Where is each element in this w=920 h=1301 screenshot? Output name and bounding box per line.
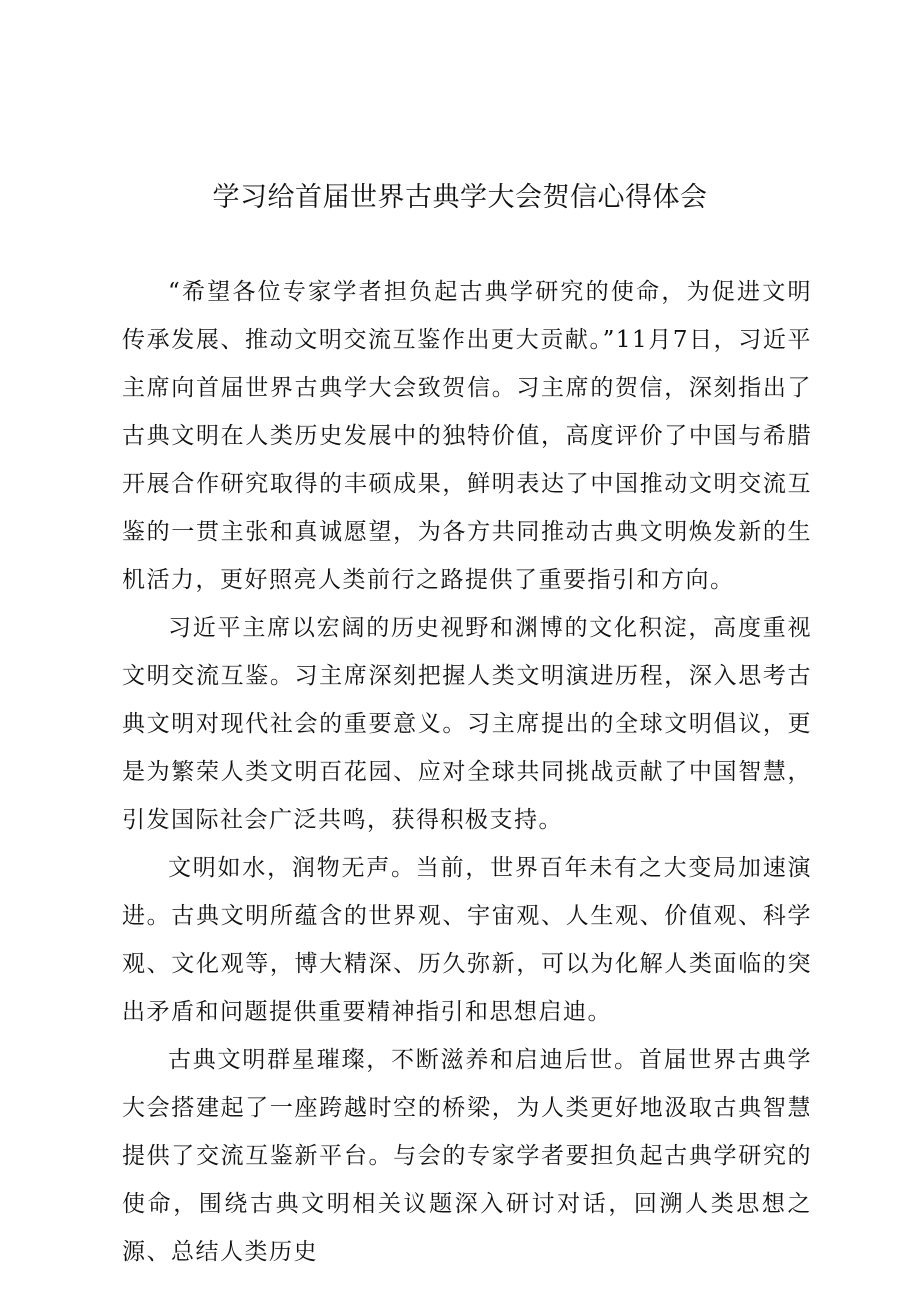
document-title: 学习给首届世界古典学大会贺信心得体会 [212, 182, 708, 213]
paragraph-3: 文明如水，润物无声。当前，世界百年未有之大变局加速演进。古典文明所蕴含的世界观、宇宙观、人生观、价值观、科学观、文化观等，博大精深、历久弥新，可以为化解人类面临的突出矛盾和问题提供重要精神指引和思想启迪。 [122, 855, 812, 1025]
paragraph-1: “希望各位专家学者担负起古典学研究的使命，为促进文明传承发展、推动文明交流互鉴作出更大贡献。”11月7日，习近平主席向首届世界古典学大会致贺信。习主席的贺信，深刻指出了古典文明在人类历史发展中的独特价值，高度评价了中国与希腊开展合作研究取得的丰硕成果，鲜明表达了中国推动文明交流互鉴的一贯主张和真诚愿望，为各方共同推动古典文明焕发新的生机活力，更好照亮人类前行之路提供了重要指引和方向。 [122, 279, 812, 593]
document-body [122, 268, 812, 1276]
paragraph-2: 习近平主席以宏阔的历史视野和渊博的文化积淀，高度重视文明交流互鉴。习主席深刻把握人类文明演进历程，深入思考古典文明对现代社会的重要意义。习主席提出的全球文明倡议，更是为繁荣人类文明百花园、应对全球共同挑战贡献了中国智慧，引发国际社会广泛共鸣，获得积极支持。 [122, 615, 812, 833]
paragraph-4: 古典文明群星璀璨，不断滋养和启迪后世。首届世界古典学大会搭建起了一座跨越时空的桥梁，为人类更好地汲取古典智慧提供了交流互鉴新平台。与会的专家学者要担负起古典学研究的使命，围绕古典文明相关议题深入研讨对话，回溯人类思想之源、总结人类历史 [122, 1047, 812, 1265]
